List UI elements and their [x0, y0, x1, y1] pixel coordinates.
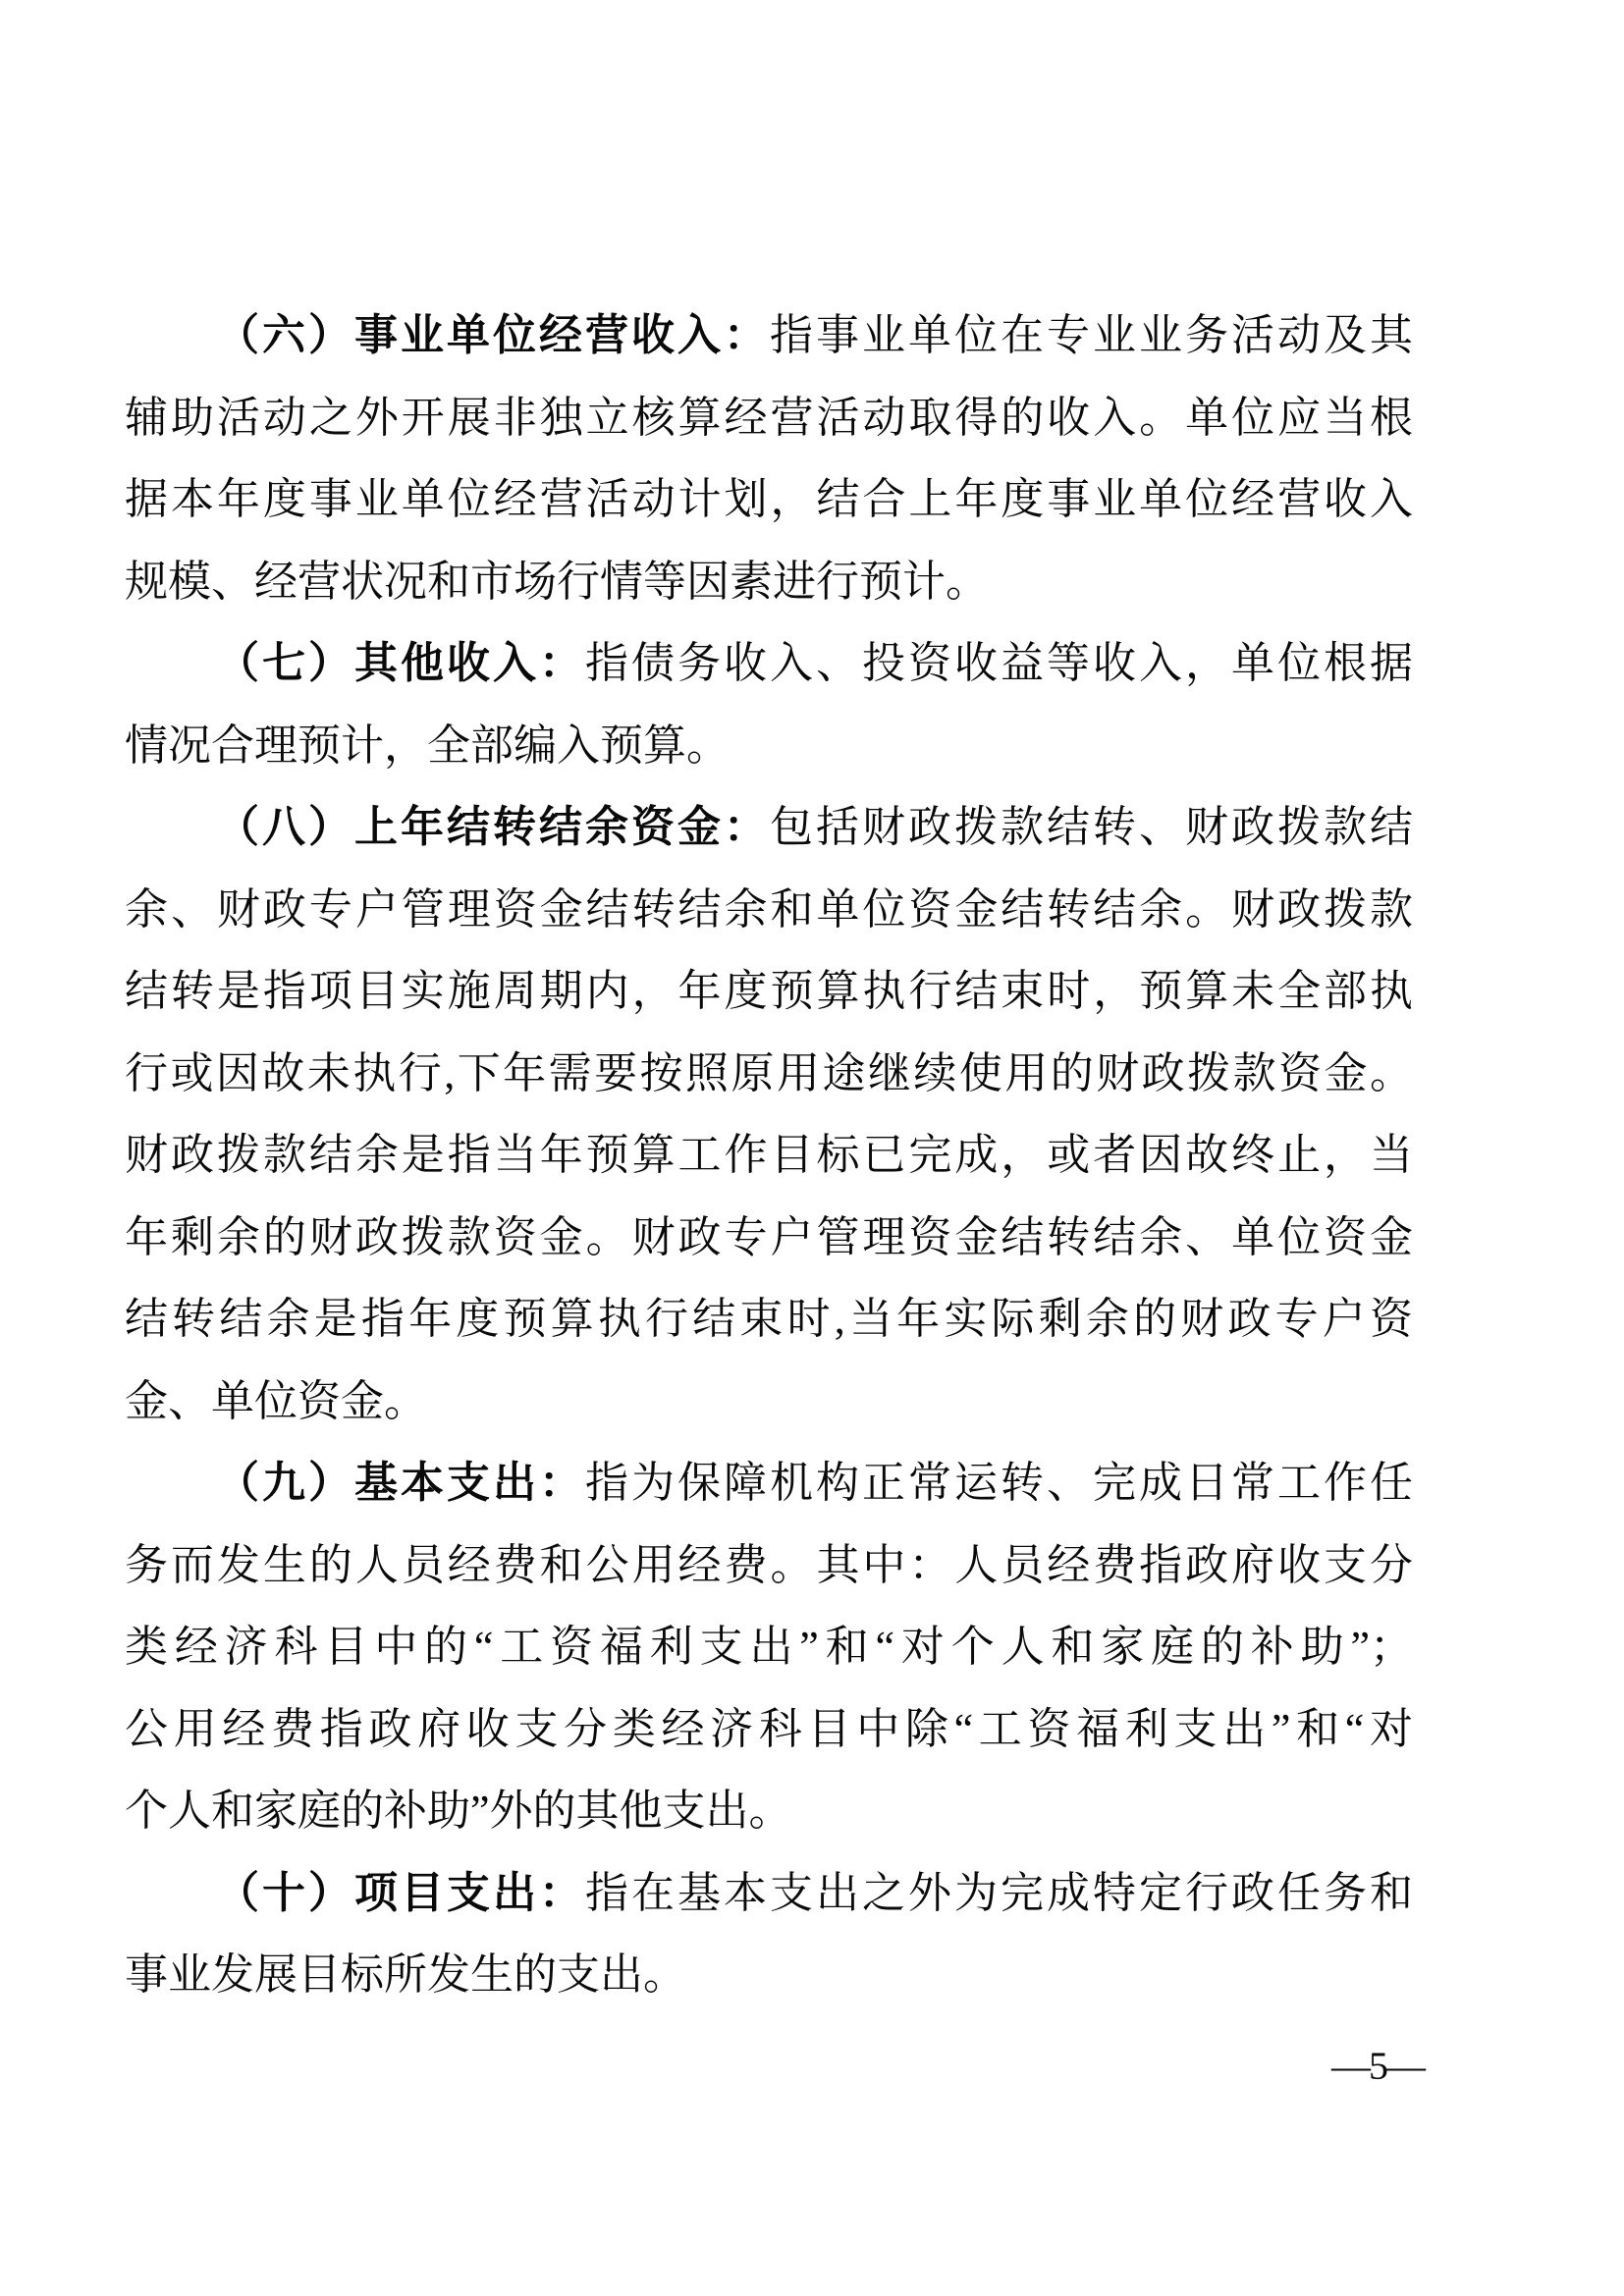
para-9-line-5: 个人和家庭的补助”外的其他支出。 [125, 1787, 792, 1835]
para-8-line-6: 年剩余的财政拨款资金。财政专户管理资金结转结余、单位资金 [125, 1212, 1413, 1261]
section-7-heading: （七）其他收入： [216, 639, 585, 687]
para-10-line-1 [125, 1852, 1413, 1935]
para-6-text: 指事业单位在专业业务活动及其 [770, 311, 1413, 359]
para-8-line-3: 结转是指项目实施周期内，年度预算执行结束时，预算未全部执 [125, 967, 1413, 1015]
para-10-line-2: 事业发展目标所发生的支出。 [125, 1950, 686, 1999]
document-body [125, 294, 1413, 2016]
para-9-text: 指为保障机构正常运转、完成日常工作任 [585, 1459, 1413, 1507]
section-6-heading: （六）事业单位经营收入： [216, 311, 770, 359]
para-8-line-4: 行或因故未执行,下年需要按照原用途继续使用的财政拨款资金。 [125, 1048, 1413, 1097]
para-9-line-4: 公用经费指政府收支分类经济科目中除“工资福利支出”和“对 [125, 1704, 1413, 1753]
section-9-heading: （九）基本支出： [216, 1459, 585, 1507]
para-10-text: 指在基本支出之外为完成特定行政任务和 [585, 1868, 1413, 1917]
para-9-line-1 [125, 1442, 1413, 1524]
para-6-line-2: 辅助活动之外开展非独立核算经营活动取得的收入。单位应当根 [125, 393, 1413, 442]
section-8-heading: （八）上年结转结余资金： [216, 803, 770, 851]
para-9-line-2: 务而发生的人员经费和公用经费。其中：人员经费指政府收支分 [125, 1540, 1413, 1589]
para-7-line-2: 情况合理预计，全部编入预算。 [125, 721, 730, 770]
para-7-text: 指债务收入、投资收益等收入，单位根据 [585, 639, 1413, 687]
para-6-line-1 [125, 294, 1413, 377]
para-8-line-8: 金、单位资金。 [125, 1376, 427, 1425]
para-8-line-7: 结转结余是指年度预算执行结束时,当年实际剩余的财政专户资 [125, 1295, 1413, 1343]
para-7-line-1 [125, 622, 1413, 705]
para-6-line-4: 规模、经营状况和市场行情等因素进行预计。 [125, 557, 989, 606]
para-8-line-1 [125, 786, 1413, 869]
section-10-heading: （十）项目支出： [216, 1868, 585, 1917]
para-8-text: 包括财政拨款结转、财政拨款结 [770, 803, 1413, 851]
page-number: —5— [1331, 2044, 1424, 2088]
para-8-line-2: 余、财政专户管理资金结转结余和单位资金结转结余。财政拨款 [125, 884, 1413, 934]
para-6-line-3: 据本年度事业单位经营活动计划，结合上年度事业单位经营收入 [125, 475, 1413, 523]
para-9-line-3: 类经济科目中的“工资福利支出”和“对个人和家庭的补助”； [125, 1623, 1413, 1671]
para-8-line-5: 财政拨款结余是指当年预算工作目标已完成，或者因故终止，当 [125, 1131, 1413, 1179]
